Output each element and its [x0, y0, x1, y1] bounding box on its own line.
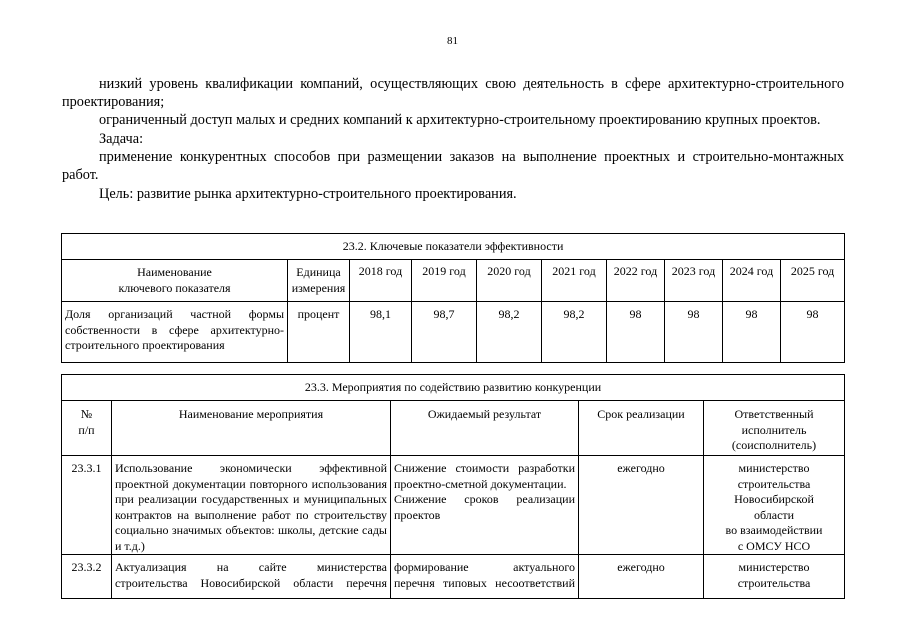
measure-term: ежегодно — [579, 456, 704, 555]
measure-result: Снижение стоимости разработки проектно-сметной документации. Снижение сроков реализации проектов — [391, 456, 579, 555]
kpi-value: 98 — [607, 302, 665, 363]
paragraph-5: Цель: развитие рынка архитектурно-строительного проектирования. — [99, 186, 517, 203]
measure-term: ежегодно — [579, 555, 704, 599]
kpi-header-year: 2023 год — [665, 260, 723, 302]
kpi-value: 98,2 — [542, 302, 607, 363]
paragraph-2: ограниченный доступ малых и средних компаний к архитектурно-строительному проектированию крупных проектов. — [99, 112, 821, 129]
kpi-header-year: 2019 год — [412, 260, 477, 302]
kpi-header-year: 2022 год — [607, 260, 665, 302]
kpi-value: 98,1 — [350, 302, 412, 363]
kpi-header-year: 2020 год — [477, 260, 542, 302]
page-number: 81 — [447, 35, 458, 47]
kpi-table — [61, 233, 845, 363]
kpi-indicator-name: Доля организаций частной формы собственности в сфере архитектурно-строительного проектирования — [62, 302, 288, 363]
kpi-header-year: 2025 год — [781, 260, 845, 302]
measure-responsible: министерство строительства — [704, 555, 845, 599]
kpi-header-year: 2018 год — [350, 260, 412, 302]
kpi-value: 98,7 — [412, 302, 477, 363]
measures-table-caption: 23.3. Мероприятия по содействию развитию конкуренции — [62, 375, 845, 401]
kpi-value: 98 — [781, 302, 845, 363]
kpi-header-unit: Единица измерения — [288, 260, 350, 302]
kpi-header-year: 2021 год — [542, 260, 607, 302]
kpi-value: 98 — [665, 302, 723, 363]
measures-header-term: Срок реализации — [579, 401, 704, 456]
kpi-table-caption: 23.2. Ключевые показатели эффективности — [62, 234, 845, 260]
measure-num: 23.3.1 — [62, 456, 112, 555]
kpi-header-name: Наименование ключевого показателя — [62, 260, 288, 302]
kpi-value: 98 — [723, 302, 781, 363]
paragraph-4: применение конкурентных способов при размещении заказов на выполнение проектных и строительно-монтажных работ. — [62, 148, 844, 184]
measure-name: Использование экономически эффективной проектной документации повторного использования при реализации государственных и муниципальных контрактов на выполнение работ по строительству социально значимых объектов: школы, детские сады и т.д.) — [112, 456, 391, 555]
paragraph-3: Задача: — [99, 130, 144, 147]
kpi-header-year: 2024 год — [723, 260, 781, 302]
measure-num: 23.3.2 — [62, 555, 112, 599]
measure-name: Актуализация на сайте министерства строительства Новосибирской области перечня — [112, 555, 391, 599]
measures-header-responsible: Ответственный исполнитель (соисполнитель) — [704, 401, 845, 456]
measure-result: формирование актуального перечня типовых несоответствий — [391, 555, 579, 599]
measure-responsible: министерство строительства Новосибирской области во взаимодействии с ОМСУ НСО — [704, 456, 845, 555]
paragraph-1: низкий уровень квалификации компаний, осуществляющих свою деятельность в сфере архитектурно-строительного проектирования; — [62, 76, 844, 111]
kpi-value: 98,2 — [477, 302, 542, 363]
measures-header-num: № п/п — [62, 401, 112, 456]
measures-table — [61, 374, 845, 599]
measures-header-result: Ожидаемый результат — [391, 401, 579, 456]
measures-header-name: Наименование мероприятия — [112, 401, 391, 456]
body-text — [62, 75, 844, 203]
kpi-unit: процент — [288, 302, 350, 363]
